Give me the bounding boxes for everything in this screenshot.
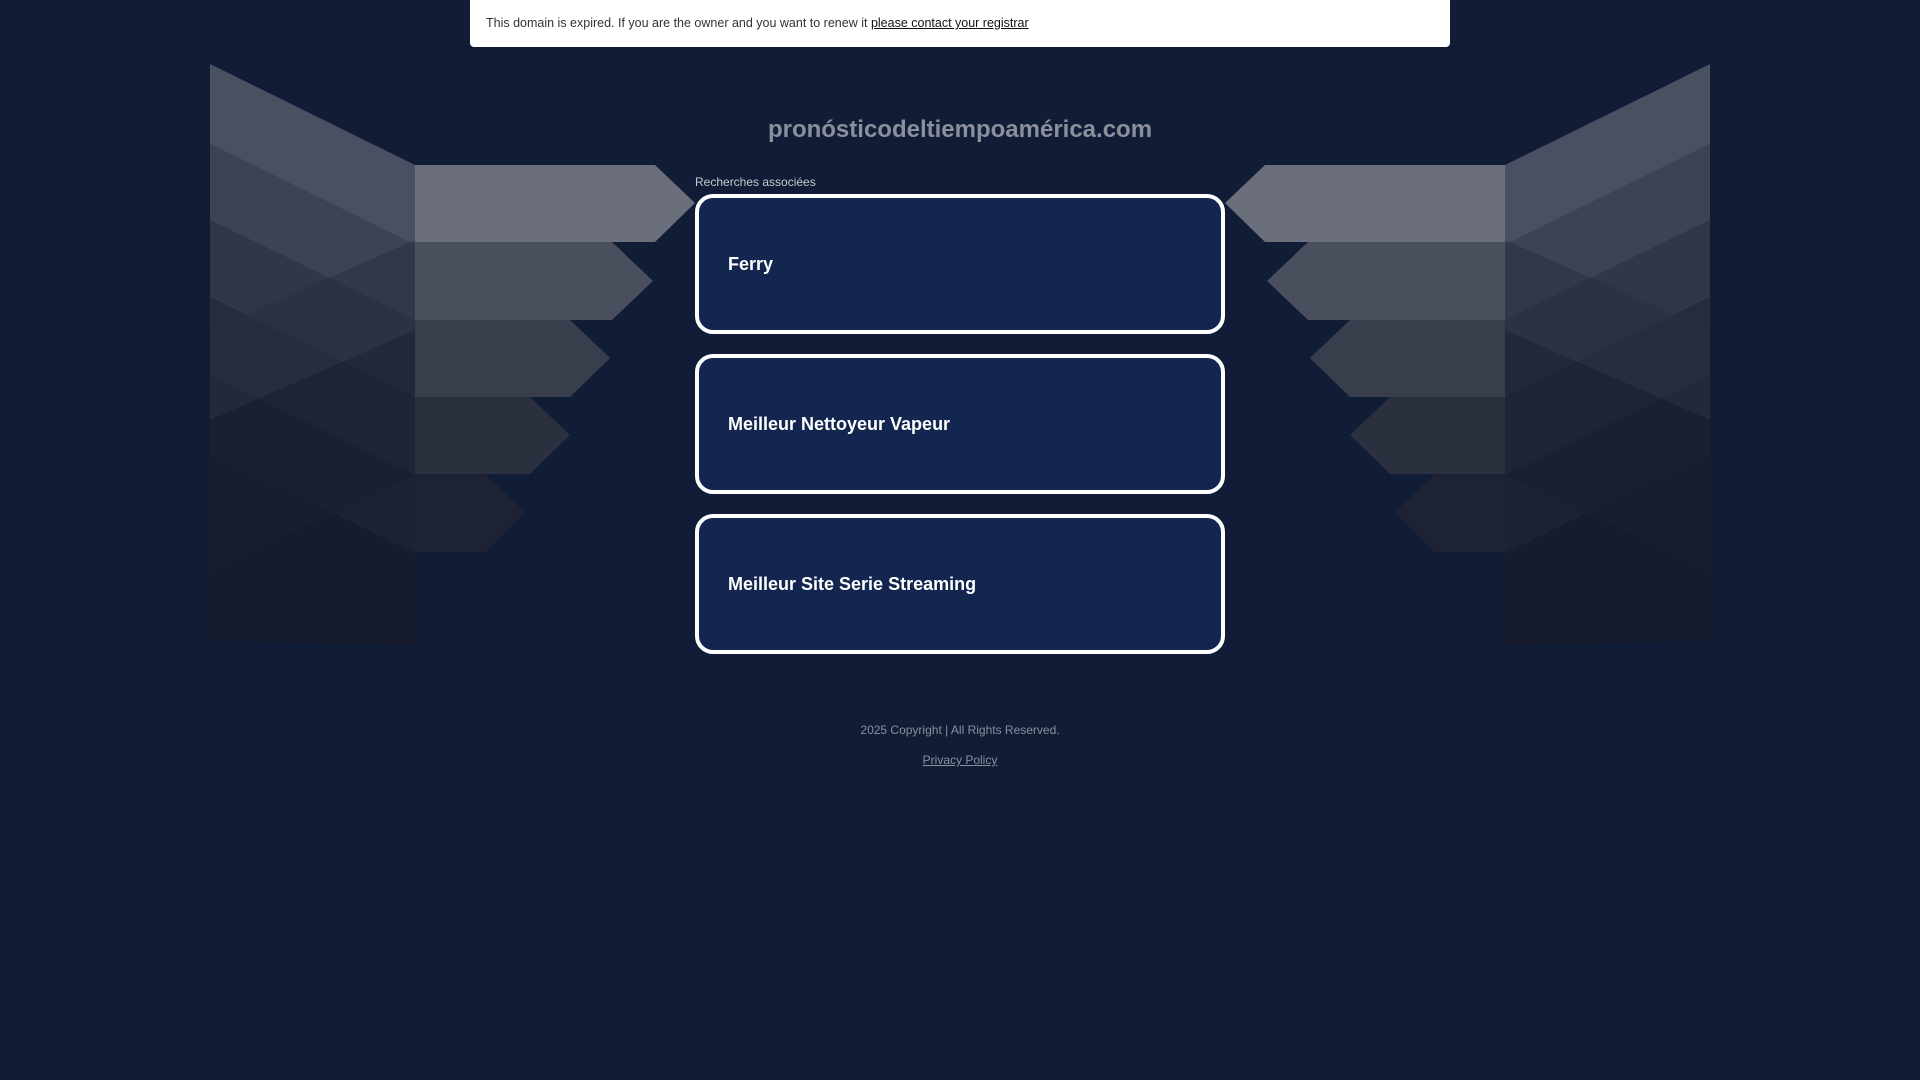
- footer-privacy: [0, 752, 1920, 768]
- related-link-meilleur-site-serie-streaming[interactable]: [695, 514, 1225, 654]
- domain-title: pronósticodeltiempoamérica.com: [767, 116, 1153, 143]
- related-links-list: [695, 194, 1225, 674]
- related-link-label: Meilleur Nettoyeur Vapeur: [728, 413, 951, 434]
- footer-copyright: 2025 Copyright | All Rights Reserved.: [860, 723, 1060, 737]
- related-link-ferry[interactable]: [695, 194, 1225, 334]
- related-link-meilleur-nettoyeur-vapeur[interactable]: [695, 354, 1225, 494]
- privacy-policy-link[interactable]: Privacy Policy: [922, 753, 998, 767]
- contact-registrar-link[interactable]: please contact your registrar: [870, 16, 1029, 30]
- related-searches-label: Recherches associées: [695, 175, 816, 189]
- expired-domain-notice: [470, 0, 1450, 47]
- related-link-label: Meilleur Site Serie Streaming: [728, 573, 977, 594]
- notice-message: This domain is expired. If you are the owner and you want to renew it: [486, 16, 871, 30]
- related-link-label: Ferry: [728, 253, 774, 274]
